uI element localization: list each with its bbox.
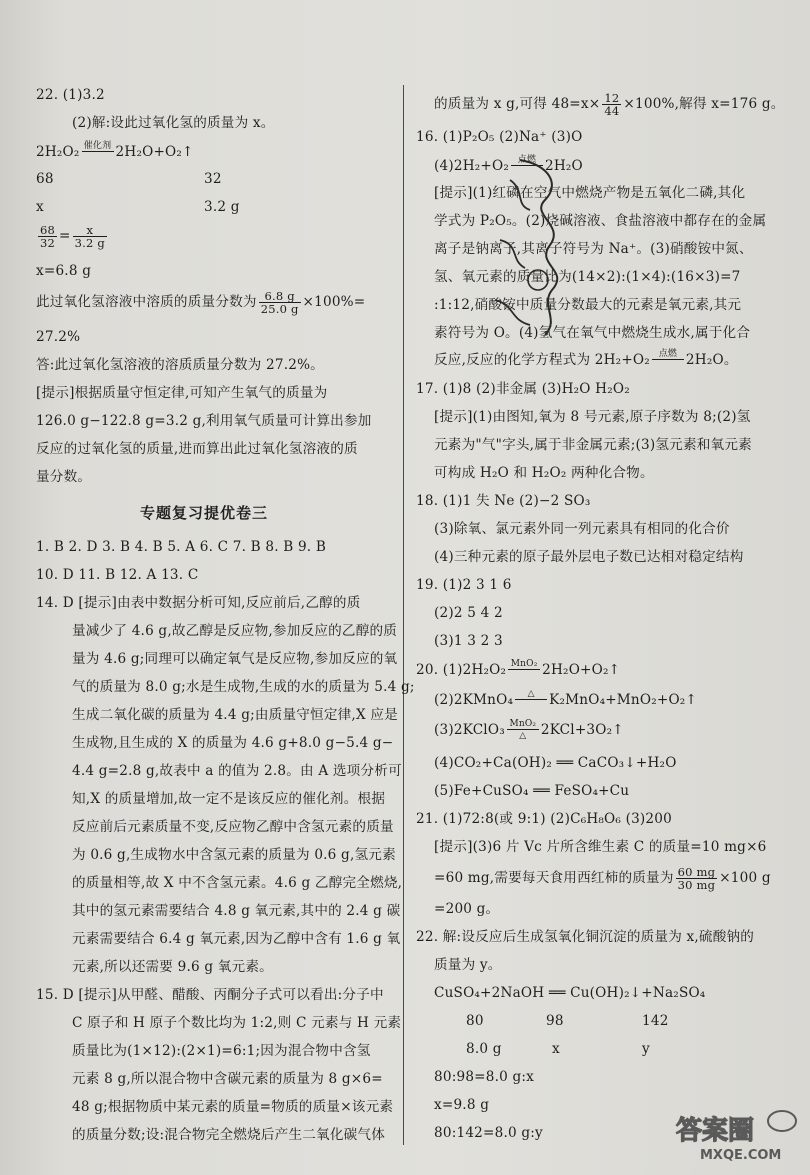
q22-equation: 2H₂O₂ 催化剂 2H₂O+O₂↑ <box>36 141 194 160</box>
hint-line: 量分数。 <box>36 469 92 485</box>
handwriting-scribble <box>490 150 580 350</box>
q14-text: 量减少了 4.6 g,故乙醇是反应物,参加反应的乙醇的质 <box>72 623 398 639</box>
mass-fraction-line: 此过氧化氢溶液中溶质的质量分数为 $\frac{6.8 g}{25.0 g}$ ×100%= <box>36 289 366 316</box>
q18-answers: (3)除氧、氯元素外同一列元素具有相同的化合价 <box>434 521 730 537</box>
q19-answers: 19. (1)2 3 1 6 <box>416 577 512 593</box>
var-x: x <box>552 1041 560 1057</box>
q14-text: 元素需要结合 6.4 g 氧元素,因为乙醇中含有 1.6 g 氧 <box>72 931 401 947</box>
q20-eq4: (4)CO₂+Ca(OH)₂ ══ CaCO₃↓+H₂O <box>434 755 677 771</box>
q17-hint: [提示](1)由图知,氧为 8 号元素,原子序数为 8;(2)氢 <box>434 409 751 425</box>
fraction-result: 27.2% <box>36 329 81 345</box>
q16-hint: [提示](1)红磷在空气中燃烧产物是五氧化二磷,其化 <box>434 185 746 201</box>
var-x: x <box>36 199 44 215</box>
q20-eq3: (3)2KClO₃ MnO₂ △ 2KCl+3O₂↑ <box>434 719 624 741</box>
q14-text: 知,X 的质量增加,故一定不是该反应的催化剂。根据 <box>72 791 386 807</box>
value-3-2g: 3.2 g <box>204 199 240 215</box>
section-title: 专题复习提优卷三 <box>140 504 269 522</box>
hint-line: 126.0 g−122.8 g=3.2 g,利用氧气质量可计算出参加 <box>36 413 372 429</box>
answer-line: 答:此过氧化氢溶液的溶质质量分数为 27.2%。 <box>36 357 324 373</box>
mc-answers-row2: 10. D 11. B 12. A 13. C <box>36 567 199 583</box>
q18-answers: (4)三种元素的原子最外层电子数已达相对稳定结构 <box>434 549 744 565</box>
q16-hint: 离子是钠离子,其离子符号为 Na⁺。(3)硝酸铵中氮、 <box>434 241 753 257</box>
q22-setup: 22. 解:设反应后生成氢氧化铜沉淀的质量为 x,硫酸钠的 <box>416 929 755 945</box>
q14-text: 元素,所以还需要 9.6 g 氧元素。 <box>72 959 273 975</box>
q16-hint: 学式为 P₂O₅。(2)烧碱溶液、食盐溶液中都存在的金属 <box>434 213 767 229</box>
q18-answers: 18. (1)1 失 Ne (2)−2 SO₃ <box>416 493 591 509</box>
q20-eq5: (5)Fe+CuSO₄ ══ FeSO₄+Cu <box>434 783 630 799</box>
svg-text:MXQE.COM: MXQE.COM <box>700 1148 782 1163</box>
hint-line: 反应的过氧化氢的质量,进而算出此过氧化氢溶液的质 <box>36 441 358 457</box>
q21-result: =200 g。 <box>434 901 500 917</box>
mass-98: 98 <box>546 1013 564 1029</box>
q14-text: 其中的氢元素需要结合 4.8 g 氧元素,其中的 2.4 g 碳 <box>72 903 401 919</box>
q16-equation: (4)2H₂+O₂ 点燃 2H₂O <box>434 155 583 174</box>
ratio-line: 80:98=8.0 g:x <box>434 1069 535 1085</box>
q14-text: 为 0.6 g,生成物水中含氢元素的质量为 0.6 g,氢元素 <box>72 847 396 863</box>
ratio-line: 80:142=8.0 g:y <box>434 1125 543 1141</box>
q17-answers: 17. (1)8 (2)非金属 (3)H₂O H₂O₂ <box>416 381 630 397</box>
q14-text: 的质量相等,故 X 中不含氢元素。4.6 g 乙醇完全燃烧, <box>72 875 403 891</box>
q15-continued: 的质量为 x g,可得 48=x× $\frac{12}{44}$ ×100%,解得 x=176 g。 <box>434 91 785 118</box>
q20-eq2: (2)2KMnO₄ △ K₂MnO₄+MnO₂+O₂↑ <box>434 689 698 708</box>
q14-text: 反应前后元素质量不变,反应物乙醇中含氢元素的质量 <box>72 819 394 835</box>
q15-text: 48 g;根据物质中某元素的质量=物质的质量×该元素 <box>72 1099 394 1115</box>
value-8g: 8.0 g <box>466 1041 502 1057</box>
mass-68: 68 <box>36 171 54 187</box>
watermark-logo-icon <box>672 1105 802 1165</box>
q15-text: 质量比为(1×12):(2×1)=6:1;因为混合物中含氢 <box>72 1043 371 1059</box>
watermark <box>672 1105 802 1169</box>
x-result: x=9.8 g <box>434 1097 490 1113</box>
mc-answers-row1: 1. B 2. D 3. B 4. B 5. A 6. C 7. B 8. B 9. B <box>36 539 327 555</box>
q14-text: 气的质量为 8.0 g;水是生成物,生成的水的质量为 5.4 g; <box>72 679 415 695</box>
q15-text: 15. D [提示]从甲醛、醋酸、丙酮分子式可以看出:分子中 <box>36 987 384 1003</box>
q15-text: 元素 8 g,所以混合物中含碳元素的质量为 8 g×6= <box>72 1071 383 1087</box>
q16-hint: 氢、氧元素的质量比为(14×2):(1×4):(16×3)=7 <box>434 269 741 285</box>
q14-text: 4.4 g=2.8 g,故表中 a 的值为 2.8。由 A 选项分析可 <box>72 763 402 779</box>
q14-text: 生成物,且生成的 X 的质量为 4.6 g+8.0 g−5.4 g− <box>72 735 394 751</box>
column-divider <box>403 85 404 1145</box>
q16-hint: :1:12,硝酸铵中质量分数最大的元素是氧元素,其元 <box>434 297 742 313</box>
q14-text: 生成二氧化碳的质量为 4.4 g;由质量守恒定律,X 应是 <box>72 707 398 723</box>
q21-hint: [提示](3)6 片 Vc 片所含维生素 C 的质量=10 mg×6 <box>434 839 767 855</box>
q14-text: 量为 4.6 g;同理可以确定氧气是反应物,参加反应的氧 <box>72 651 398 667</box>
q22-setup: (2)解:设此过氧化氢的质量为 x。 <box>72 115 275 131</box>
mass-32: 32 <box>204 171 222 187</box>
q21-answers: 21. (1)72:8(或 9:1) (2)C₆H₈O₆ (3)200 <box>416 811 672 827</box>
q17-hint: 可构成 H₂O 和 H₂O₂ 两种化合物。 <box>434 465 654 481</box>
q22-part1: 22. (1)3.2 <box>36 87 105 103</box>
q20-eq1: 20. (1)2H₂O₂ MnO₂ 2H₂O+O₂↑ <box>416 659 621 678</box>
q21-hint-fraction: =60 mg,需要每天食用西红柿的质量为 $\frac{60 mg}{30 mg}$ ×100 g <box>434 865 771 892</box>
q16-answers: 16. (1)P₂O₅ (2)Na⁺ (3)O <box>416 129 583 145</box>
q16-hint-equation: 反应,反应的化学方程式为 2H₂+O₂ 点燃 2H₂O。 <box>434 349 738 368</box>
q17-hint: 元素为"气"字头,属于非金属元素;(3)氢元素和氧元素 <box>434 437 752 453</box>
mass-80: 80 <box>466 1013 484 1029</box>
q16-hint: 素符号为 O。(4)氢气在氧气中燃烧生成水,属于化合 <box>434 325 751 341</box>
q15-text: 的质量分数;设:混合物完全燃烧后产生二氧化碳气体 <box>72 1127 386 1143</box>
proportion: $\frac{68}{32}$ = $\frac{x}{3.2 g}$ <box>40 223 105 250</box>
var-y: y <box>642 1041 650 1057</box>
q14-text: 14. D [提示]由表中数据分析可知,反应前后,乙醇的质 <box>36 595 361 611</box>
svg-text:答案圈: 答案圈 <box>676 1116 755 1146</box>
q15-text: C 原子和 H 原子个数比均为 1:2,则 C 元素与 H 元素 <box>72 1015 402 1031</box>
x-result: x=6.8 g <box>36 263 92 279</box>
q22-setup: 质量为 y。 <box>434 957 502 973</box>
hint-line: [提示]根据质量守恒定律,可知产生氧气的质量为 <box>36 385 328 401</box>
mass-142: 142 <box>642 1013 669 1029</box>
q22-equation: CuSO₄+2NaOH ══ Cu(OH)₂↓+Na₂SO₄ <box>434 985 706 1001</box>
q19-answers: (2)2 5 4 2 <box>434 605 503 621</box>
q19-answers: (3)1 3 2 3 <box>434 633 503 649</box>
